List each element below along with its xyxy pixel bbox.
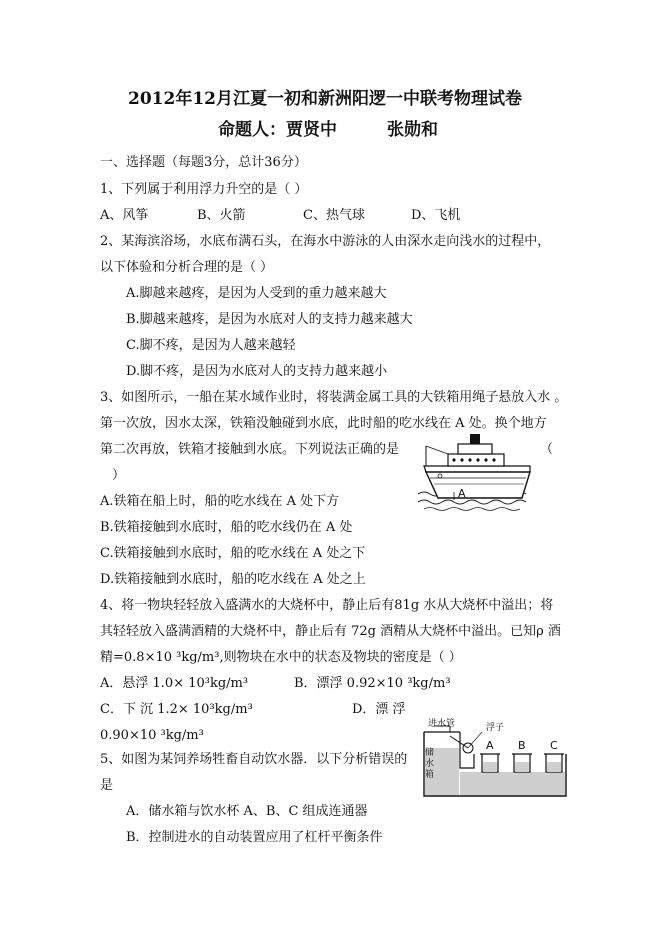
- question-3-stem-line-2: 第一次放，因水太深，铁箱没触碰到水底，此时船的吃水线在 A 处。换个地方: [100, 416, 547, 431]
- question-3-option-c: C.铁箱接触到水底时，船的吃水线在 A 处之下: [100, 546, 366, 561]
- question-3-option-b: B.铁箱接触到水底时，船的吃水线仍在 A 处: [100, 520, 353, 535]
- question-1-stem: 1、下列属于利用浮力升空的是（ ）: [100, 182, 308, 197]
- question-2-option-a: A.脚越来越疼，是因为人受到的重力越来越大: [126, 286, 387, 301]
- dispenser-label-cup-c: C: [550, 739, 558, 752]
- question-5-stem-line-1: 5、如图为某饲养场牲畜自动饮水器．以下分析错误的: [100, 752, 408, 767]
- question-2-option-b: B.脚越来越疼，是因为水底对人的支持力越来越大: [126, 312, 413, 327]
- question-4-stem-line-2: 其轻轻放入盛满酒精的大烧杯中，静止后有 72g 酒精从大烧杯中溢出。已知ρ 酒: [100, 624, 561, 639]
- question-5-option-b: B．控制进水的自动装置应用了杠杆平衡条件: [126, 830, 383, 845]
- page-title: 2012年12月江夏一初和新洲阳逻一中联考物理试卷: [128, 89, 522, 109]
- question-4-stem-line-3: 精=0.8×10 ³kg/m³,则物块在水中的状态及物块的密度是（ ）: [100, 650, 462, 665]
- ship-figure-label-a: A: [458, 487, 466, 500]
- question-2-stem-line-2: 以下体验和分析合理的是（ ）: [100, 260, 274, 275]
- question-4-stem-line-1: 4、将一物块轻轻放入盛满水的大烧杯中，静止后有81g 水从大烧杯中溢出；将: [100, 598, 554, 613]
- question-3-stem-line-1: 3、如图所示，一船在某水域作业时，将装满金属工具的大铁箱用绳子悬放入水 。: [100, 390, 568, 405]
- dispenser-label-cup-b: B: [518, 739, 526, 752]
- question-2-stem-line-1: 2、某海滨浴场，水底布满石头，在海水中游泳的人由深水走向浅水的过程中，: [100, 234, 551, 249]
- question-1-option-a: A、风筝: [100, 208, 149, 223]
- question-5-option-a: A．储水箱与饮水杯 A、B、C 组成连通器: [126, 804, 368, 819]
- question-4-option-c: C．下 沉 1.2× 10³kg/m³: [100, 702, 253, 717]
- dispenser-label-inlet: 进水管: [428, 719, 456, 729]
- question-3-option-d: D.铁箱接触到水底时，船的吃水线在 A 处之上: [100, 572, 366, 587]
- question-5-stem-line-2: 是: [100, 778, 114, 793]
- question-4-option-d: D．漂 浮: [352, 702, 406, 717]
- question-1-option-d: D、飞机: [411, 208, 461, 223]
- dispenser-label-float: 浮子: [486, 723, 505, 733]
- question-4-option-a: A．悬浮 1.0× 10³kg/m³: [100, 676, 249, 691]
- author-line-2: 张勋和: [387, 120, 438, 140]
- question-4-option-d-value: 0.90×10 ³kg/m³: [100, 728, 204, 743]
- dispenser-label-tank: 储水箱: [425, 748, 435, 780]
- question-2-option-d: D.脚不疼，是因为水底对人的支持力越来越小: [126, 364, 388, 379]
- dispenser-label-cup-a: A: [486, 739, 494, 752]
- section-heading: 一、选择题（每题3分，总计36分）: [100, 155, 307, 170]
- author-line: 命题人：贾贤中: [218, 120, 337, 140]
- question-3-stem-line-3: 第二次再放，铁箱才接触到水底。下列说法正确的是: [100, 442, 400, 457]
- question-2-option-c: C.脚不疼，是因为人越来越轻: [126, 338, 296, 353]
- question-3-paren-open: （: [540, 442, 554, 457]
- question-1-option-b: B、火箭: [197, 208, 246, 223]
- question-3-option-a: A.铁箱在船上时，船的吃水线在 A 处下方: [100, 494, 340, 509]
- question-4-option-b: B．漂浮 0.92×10 ³kg/m³: [294, 676, 451, 691]
- question-1-option-c: C、热气球: [303, 208, 365, 223]
- question-3-paren-close: ）: [112, 468, 126, 483]
- ship-figure: [418, 432, 533, 512]
